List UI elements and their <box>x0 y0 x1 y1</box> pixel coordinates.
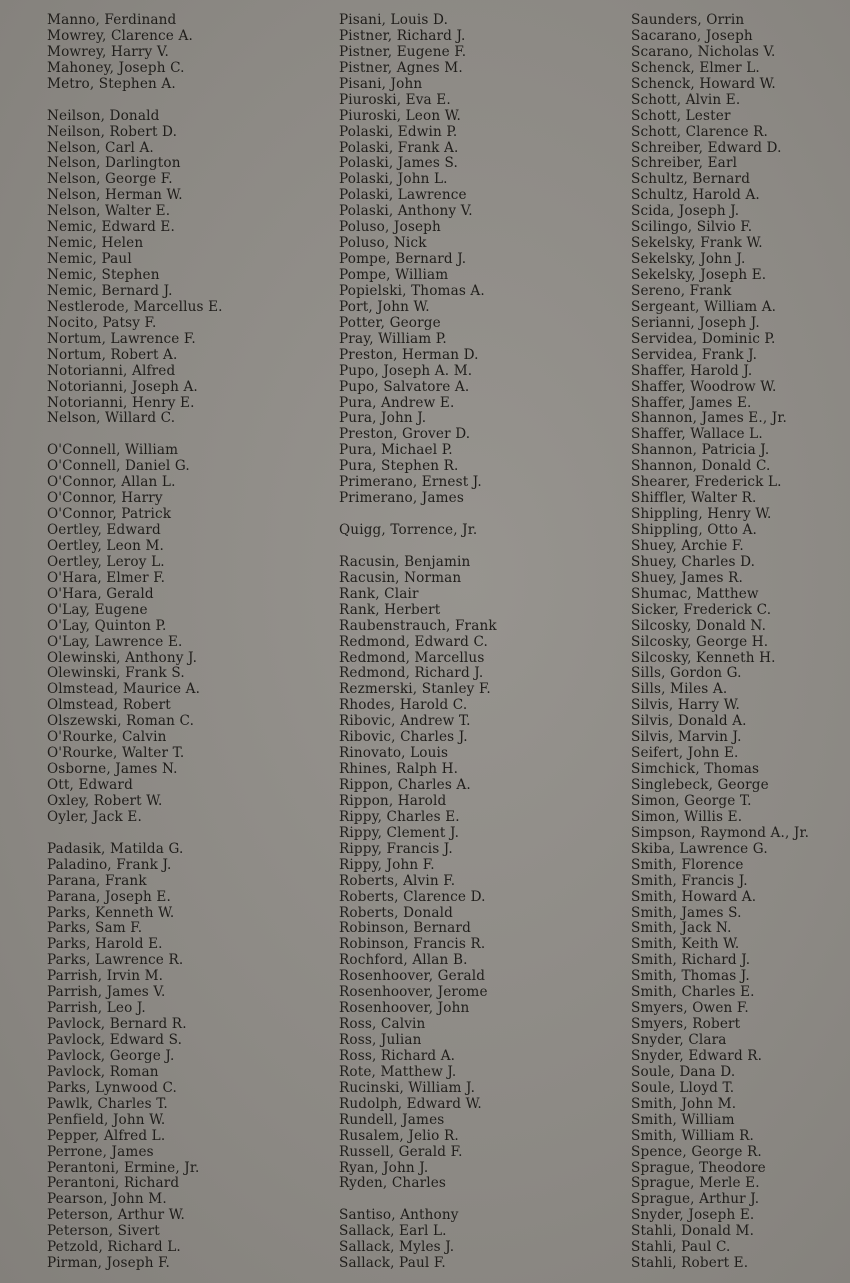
name-entry: Schreiber, Edward D. <box>631 139 782 156</box>
name-entry: Smith, Florence <box>631 856 744 873</box>
name-entry: Preston, Grover D. <box>339 426 471 443</box>
name-entry: Parrish, Irvin M. <box>47 968 164 985</box>
name-entry: Scilingo, Silvio F. <box>631 219 753 236</box>
name-entry: Smith, William <box>631 1111 735 1128</box>
name-entry: Rezmerski, Stanley F. <box>339 681 491 698</box>
name-entry: Potter, George <box>339 314 441 331</box>
name-entry: Padasik, Matilda G. <box>47 840 184 857</box>
name-entry: Parana, Frank <box>47 872 147 889</box>
name-entry: Sills, Gordon G. <box>631 665 742 682</box>
name-entry: Simpson, Raymond A., Jr. <box>631 824 810 841</box>
section-gap <box>339 507 497 523</box>
name-entry: Oertley, Edward <box>47 522 161 538</box>
name-entry: Soule, Dana D. <box>631 1063 736 1080</box>
name-entry: Shuey, James R. <box>631 569 743 586</box>
name-entry: Shaffer, Wallace L. <box>631 426 763 443</box>
name-entry: Nemic, Edward E. <box>47 219 175 236</box>
name-entry: Soule, Lloyd T. <box>631 1079 735 1096</box>
name-entry: Oxley, Robert W. <box>47 792 163 809</box>
name-entry: Scida, Joseph J. <box>631 203 740 220</box>
name-entry: Olewinski, Frank S. <box>47 665 185 682</box>
name-entry: Sekelsky, Frank W. <box>631 235 763 252</box>
name-entry: Preston, Herman D. <box>339 346 479 363</box>
name-entry: Neilson, Donald <box>47 107 160 124</box>
name-entry: O'Connor, Patrick <box>47 506 172 523</box>
name-entry: Popielski, Thomas A. <box>339 282 485 299</box>
name-entry: Parrish, Leo J. <box>47 1000 146 1017</box>
name-entry: Saunders, Orrin <box>631 12 745 28</box>
name-entry: Smyers, Owen F. <box>631 1000 749 1017</box>
name-entry: Oyler, Jack E. <box>47 808 142 825</box>
name-entry: Rinovato, Louis <box>339 745 449 762</box>
name-entry: Polaski, Frank A. <box>339 139 459 156</box>
name-entry: Servidea, Dominic P. <box>631 330 776 347</box>
name-entry: Nelson, George F. <box>47 171 173 188</box>
name-entry: O'Connell, William <box>47 442 179 459</box>
name-entry: Stahli, Paul C. <box>631 1239 731 1256</box>
name-entry: Rippy, John F. <box>339 856 435 873</box>
name-entry: Polaski, Edwin P. <box>339 123 458 140</box>
name-entry: Port, John W. <box>339 298 430 315</box>
name-entry: Sills, Miles A. <box>631 681 728 698</box>
name-entry: Sprague, Theodore <box>631 1159 766 1176</box>
name-entry: Pisani, Louis D. <box>339 12 449 28</box>
name-entry: Sprague, Arthur J. <box>631 1191 760 1208</box>
name-entry: Pisani, John <box>339 75 423 92</box>
name-entry: Simon, George T. <box>631 792 752 809</box>
name-entry: Rusalem, Jelio R. <box>339 1127 459 1144</box>
name-entry: Pura, Stephen R. <box>339 458 459 475</box>
name-entry: Silcosky, George H. <box>631 633 769 650</box>
name-entry: Perantoni, Ermine, Jr. <box>47 1159 200 1176</box>
name-entry: Shaffer, Woodrow W. <box>631 378 777 395</box>
name-entry: Pearson, John M. <box>47 1191 167 1208</box>
name-entry: Parks, Harold E. <box>47 936 163 953</box>
name-entry: Smith, John M. <box>631 1095 737 1112</box>
name-entry: Parks, Sam F. <box>47 920 143 937</box>
name-entry: O'Rourke, Calvin <box>47 729 167 746</box>
name-entry: Petzold, Richard L. <box>47 1239 181 1256</box>
name-entry: Primerano, James <box>339 490 464 507</box>
name-entry: Robinson, Francis R. <box>339 936 486 953</box>
name-entry: Pepper, Alfred L. <box>47 1127 166 1144</box>
name-entry: Peterson, Arthur W. <box>47 1207 186 1224</box>
name-entry: Shuey, Charles D. <box>631 553 756 570</box>
name-entry: Parks, Lynwood C. <box>47 1079 178 1096</box>
name-entry: Santiso, Anthony <box>339 1207 459 1224</box>
name-entry: Pray, William P. <box>339 330 447 347</box>
name-entry: Simon, Willis E. <box>631 808 743 825</box>
name-entry: Sekelsky, John J. <box>631 251 746 268</box>
name-entry: Oertley, Leon M. <box>47 537 165 554</box>
name-entry: Parks, Kenneth W. <box>47 904 175 921</box>
name-entry: Metro, Stephen A. <box>47 75 176 92</box>
name-entry: Rhodes, Harold C. <box>339 697 468 714</box>
name-entry: Ross, Richard A. <box>339 1047 456 1064</box>
name-entry: Spence, George R. <box>631 1143 762 1160</box>
name-entry: Shearer, Frederick L. <box>631 474 782 491</box>
name-entry: Rippy, Charles E. <box>339 808 460 825</box>
name-entry: Polaski, John L. <box>339 171 448 188</box>
name-entry: Racusin, Norman <box>339 569 462 586</box>
name-entry: Pupo, Joseph A. M. <box>339 362 473 379</box>
name-entry: Smith, Jack N. <box>631 920 732 937</box>
name-entry: Roberts, Donald <box>339 904 453 921</box>
name-entry: Silvis, Donald A. <box>631 713 747 730</box>
name-entry: Polaski, James S. <box>339 155 458 172</box>
name-entry: Poluso, Nick <box>339 235 427 252</box>
name-entry: Smyers, Robert <box>631 1016 741 1033</box>
name-entry: Pavlock, Roman <box>47 1063 159 1080</box>
name-entry: Roberts, Clarence D. <box>339 888 486 905</box>
name-entry: Pistner, Eugene F. <box>339 43 467 60</box>
name-entry: Pirman, Joseph F. <box>47 1255 171 1272</box>
name-entry: Racusin, Benjamin <box>339 553 471 570</box>
name-entry: Smith, James S. <box>631 904 742 921</box>
name-entry: Peterson, Sivert <box>47 1223 160 1240</box>
name-entry: Rhines, Ralph H. <box>339 761 459 778</box>
name-entry: Nortum, Lawrence F. <box>47 330 196 347</box>
name-entry: Scarano, Nicholas V. <box>631 43 776 60</box>
name-entry: Pavlock, George J. <box>47 1047 175 1064</box>
name-entry: Notorianni, Henry E. <box>47 394 195 411</box>
name-entry: Shumac, Matthew <box>631 585 759 602</box>
name-entry: Nemic, Helen <box>47 235 144 252</box>
name-entry: Raubenstrauch, Frank <box>339 617 497 634</box>
name-entry: Smith, William R. <box>631 1127 754 1144</box>
name-column-2 <box>339 13 497 1272</box>
name-entry: Redmond, Edward C. <box>339 633 488 650</box>
name-entry: Roberts, Alvin F. <box>339 872 456 889</box>
name-entry: Smith, Howard A. <box>631 888 757 905</box>
name-entry: Smith, Francis J. <box>631 872 748 889</box>
name-entry: Ryan, John J. <box>339 1159 429 1176</box>
name-entry: Redmond, Richard J. <box>339 665 484 682</box>
name-entry: Sallack, Paul F. <box>339 1255 446 1272</box>
name-entry: Pavlock, Edward S. <box>47 1032 183 1048</box>
name-entry: Rote, Matthew J. <box>339 1063 457 1080</box>
name-entry: Smith, Keith W. <box>631 936 740 953</box>
name-entry: Ribovic, Charles J. <box>339 729 468 746</box>
name-entry: Notorianni, Joseph A. <box>47 378 198 395</box>
name-entry: Simchick, Thomas <box>631 761 760 778</box>
name-entry: O'Hara, Gerald <box>47 585 154 602</box>
name-entry: Sallack, Myles J. <box>339 1239 455 1256</box>
name-entry: Ott, Edward <box>47 777 133 793</box>
name-entry: Smith, Charles E. <box>631 984 755 1001</box>
name-entry: Rank, Herbert <box>339 601 441 618</box>
name-entry: Pura, Michael P. <box>339 442 453 459</box>
name-entry: Shiffler, Walter R. <box>631 490 757 507</box>
section-gap <box>339 539 497 555</box>
name-entry: Pura, Andrew E. <box>339 394 455 411</box>
name-entry: Russell, Gerald F. <box>339 1143 463 1160</box>
name-entry: O'Connor, Allan L. <box>47 474 176 491</box>
name-entry: Pavlock, Bernard R. <box>47 1016 187 1033</box>
name-entry: Pistner, Agnes M. <box>339 59 463 76</box>
name-entry: Sekelsky, Joseph E. <box>631 267 767 283</box>
name-entry: Mahoney, Joseph C. <box>47 59 185 76</box>
name-entry: Schott, Alvin E. <box>631 91 741 108</box>
name-entry: Sicker, Frederick C. <box>631 601 772 618</box>
name-entry: Ryden, Charles <box>339 1175 447 1192</box>
name-entry: Poluso, Joseph <box>339 219 441 236</box>
name-entry: Shannon, James E., Jr. <box>631 410 788 427</box>
name-entry: Snyder, Edward R. <box>631 1047 763 1064</box>
name-entry: Primerano, Ernest J. <box>339 474 482 491</box>
name-entry: Rippy, Francis J. <box>339 840 453 857</box>
name-entry: Schenck, Howard W. <box>631 75 776 92</box>
name-entry: Shippling, Otto A. <box>631 522 758 538</box>
name-entry: O'Lay, Lawrence E. <box>47 633 183 650</box>
section-gap <box>47 826 223 842</box>
name-entry: Robinson, Bernard <box>339 920 471 937</box>
name-entry: Nocito, Patsy F. <box>47 314 157 331</box>
name-entry: Sallack, Earl L. <box>339 1223 447 1240</box>
name-entry: Rucinski, William J. <box>339 1079 476 1096</box>
name-entry: Parks, Lawrence R. <box>47 952 184 969</box>
name-entry: Rosenhoover, John <box>339 1000 470 1017</box>
name-entry: Perantoni, Richard <box>47 1175 180 1192</box>
name-entry: Rosenhoover, Gerald <box>339 968 486 985</box>
name-entry: Parana, Joseph E. <box>47 888 171 905</box>
name-entry: Snyder, Joseph E. <box>631 1207 755 1224</box>
name-entry: Nelson, Willard C. <box>47 410 176 427</box>
name-entry: Rochford, Allan B. <box>339 952 468 969</box>
name-entry: Schultz, Bernard <box>631 171 751 188</box>
name-entry: Olmstead, Robert <box>47 697 171 714</box>
name-entry: Schott, Lester <box>631 107 731 124</box>
name-entry: Nemic, Bernard J. <box>47 282 173 299</box>
name-entry: O'Connor, Harry <box>47 490 163 507</box>
name-entry: Olmstead, Maurice A. <box>47 681 201 698</box>
name-entry: Polaski, Anthony V. <box>339 203 473 220</box>
name-entry: Nelson, Darlington <box>47 155 181 172</box>
name-entry: Rippon, Charles A. <box>339 777 471 793</box>
name-entry: Ross, Julian <box>339 1032 422 1048</box>
name-entry: Paladino, Frank J. <box>47 856 172 873</box>
name-entry: Sprague, Merle E. <box>631 1175 760 1192</box>
name-entry: O'Hara, Elmer F. <box>47 569 166 586</box>
name-entry: Silcosky, Kenneth H. <box>631 649 776 666</box>
name-entry: Nelson, Walter E. <box>47 203 171 220</box>
name-entry: Seifert, John E. <box>631 745 739 762</box>
name-entry: Polaski, Lawrence <box>339 187 467 204</box>
section-gap <box>47 427 223 443</box>
name-entry: Ribovic, Andrew T. <box>339 713 471 730</box>
name-column-1 <box>47 13 223 1272</box>
name-column-3 <box>631 13 809 1272</box>
name-entry: Oertley, Leroy L. <box>47 553 165 570</box>
name-entry: Smith, Richard J. <box>631 952 751 969</box>
name-entry: Sergeant, William A. <box>631 298 777 315</box>
name-entry: Stahli, Robert E. <box>631 1255 749 1272</box>
name-entry: Quigg, Torrence, Jr. <box>339 522 478 538</box>
name-entry: Sacarano, Joseph <box>631 27 753 44</box>
name-entry: Mowrey, Harry V. <box>47 43 169 60</box>
name-entry: Shaffer, Harold J. <box>631 362 753 379</box>
name-entry: Rosenhoover, Jerome <box>339 984 488 1001</box>
name-entry: Pawlk, Charles T. <box>47 1095 168 1112</box>
name-entry: Penfield, John W. <box>47 1111 166 1128</box>
name-entry: Smith, Thomas J. <box>631 968 750 985</box>
name-entry: Rippon, Harold <box>339 792 447 809</box>
name-entry: Silvis, Harry W. <box>631 697 740 714</box>
name-entry: Schenck, Elmer L. <box>631 59 760 76</box>
name-entry: Shuey, Archie F. <box>631 537 744 554</box>
name-entry: Shannon, Patricia J. <box>631 442 770 459</box>
name-entry: Olewinski, Anthony J. <box>47 649 198 666</box>
name-entry: Shippling, Henry W. <box>631 506 772 523</box>
name-entry: Silcosky, Donald N. <box>631 617 767 634</box>
name-entry: Rudolph, Edward W. <box>339 1095 482 1112</box>
name-entry: Piuroski, Leon W. <box>339 107 461 124</box>
name-entry: Stahli, Donald M. <box>631 1223 755 1240</box>
name-entry: Pompe, Bernard J. <box>339 251 467 268</box>
name-entry: O'Rourke, Walter T. <box>47 745 185 762</box>
name-entry: O'Lay, Eugene <box>47 601 148 618</box>
name-entry: Schott, Clarence R. <box>631 123 768 140</box>
name-entry: Parrish, James V. <box>47 984 166 1001</box>
name-entry: Nestlerode, Marcellus E. <box>47 298 223 315</box>
name-entry: Manno, Ferdinand <box>47 12 177 28</box>
section-gap <box>339 1192 497 1208</box>
name-entry: Nelson, Carl A. <box>47 139 154 156</box>
name-entry: Osborne, James N. <box>47 761 178 778</box>
name-entry: Rundell, James <box>339 1111 445 1128</box>
name-entry: O'Lay, Quinton P. <box>47 617 167 634</box>
name-entry: Rippy, Clement J. <box>339 824 460 841</box>
name-entry: Pupo, Salvatore A. <box>339 378 470 395</box>
name-entry: Shaffer, James E. <box>631 394 752 411</box>
name-entry: Notorianni, Alfred <box>47 362 176 379</box>
name-entry: Sereno, Frank <box>631 282 732 299</box>
name-entry: Rank, Clair <box>339 585 419 602</box>
name-entry: Redmond, Marcellus <box>339 649 485 666</box>
name-entry: Nemic, Stephen <box>47 267 160 283</box>
name-entry: Silvis, Marvin J. <box>631 729 742 746</box>
name-entry: Ross, Calvin <box>339 1016 426 1033</box>
name-entry: Snyder, Clara <box>631 1032 727 1048</box>
name-entry: Pura, John J. <box>339 410 427 427</box>
name-entry: Servidea, Frank J. <box>631 346 758 363</box>
name-entry: Pompe, William <box>339 267 449 283</box>
name-entry: Skiba, Lawrence G. <box>631 840 768 857</box>
name-entry: Schultz, Harold A. <box>631 187 760 204</box>
name-entry: Nelson, Herman W. <box>47 187 183 204</box>
name-entry: Olszewski, Roman C. <box>47 713 195 730</box>
name-entry: Neilson, Robert D. <box>47 123 178 140</box>
name-entry: Pistner, Richard J. <box>339 27 466 44</box>
name-entry: Singlebeck, George <box>631 777 769 793</box>
section-gap <box>47 93 223 109</box>
name-entry: Piuroski, Eva E. <box>339 91 451 108</box>
name-entry: Nemic, Paul <box>47 251 132 268</box>
name-entry: Shannon, Donald C. <box>631 458 771 475</box>
name-entry: Perrone, James <box>47 1143 154 1160</box>
name-entry: Serianni, Joseph J. <box>631 314 760 331</box>
name-entry: Nortum, Robert A. <box>47 346 178 363</box>
name-entry: Mowrey, Clarence A. <box>47 27 193 44</box>
name-entry: Schreiber, Earl <box>631 155 738 172</box>
name-entry: O'Connell, Daniel G. <box>47 458 190 475</box>
